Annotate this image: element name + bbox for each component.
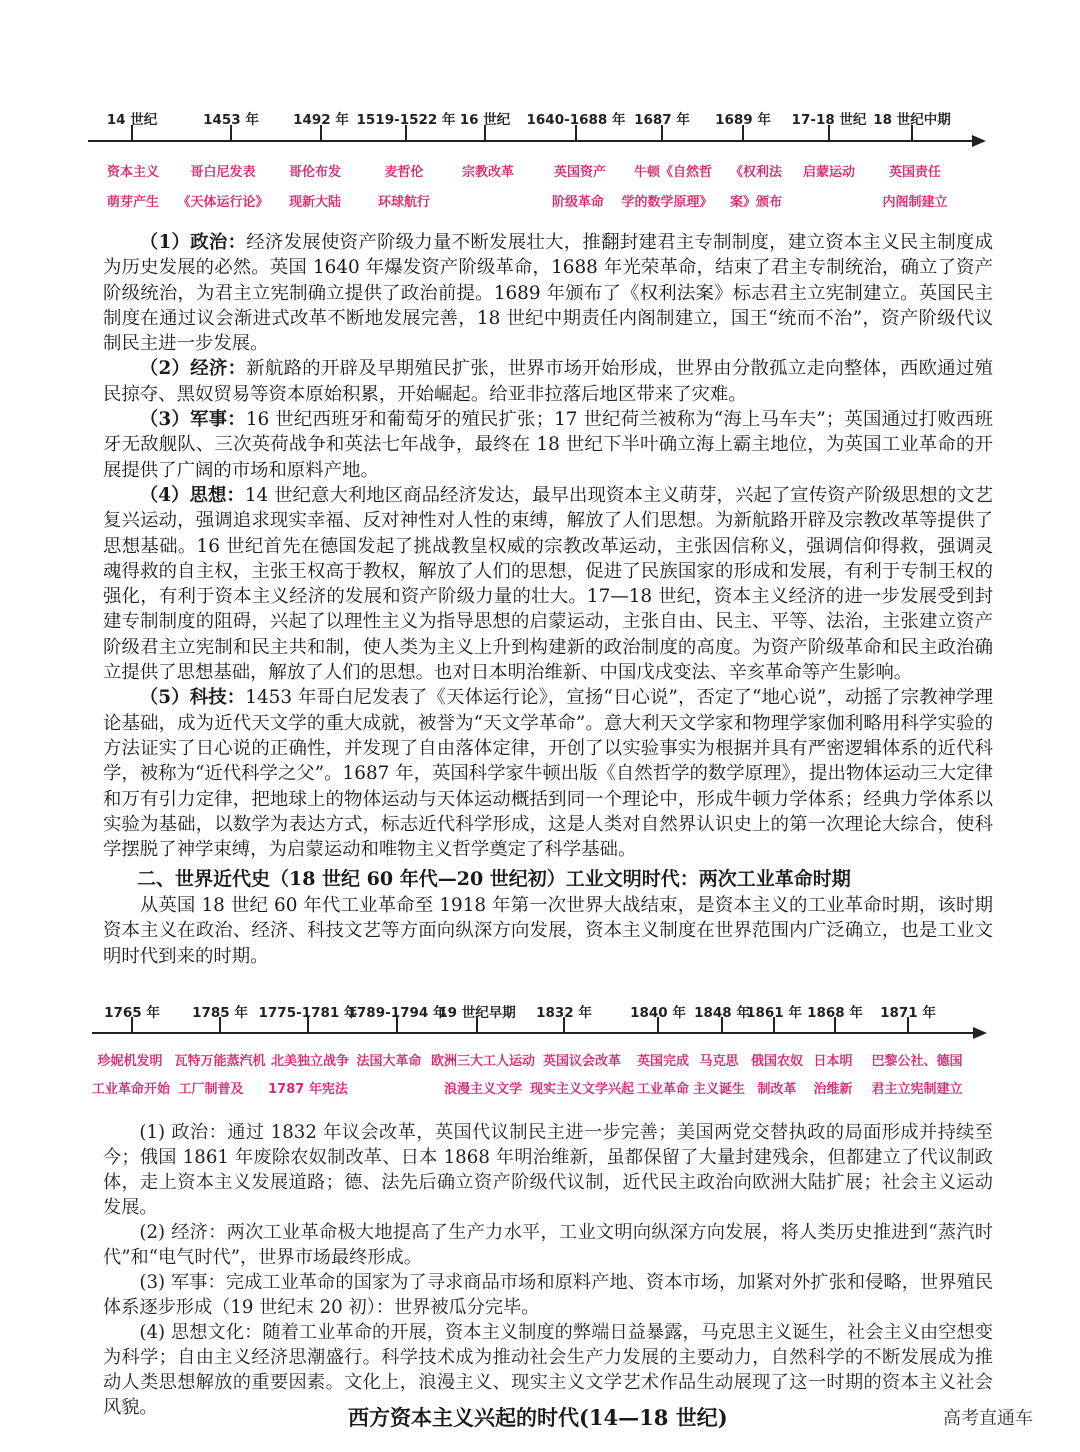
section2-paragraph: (2) 经济：两次工业革命极大地提高了生产力水平，工业文明向纵深方向发展，将人类历史推进到“蒸汽时代”和“电气时代”，世界市场最终形成。: [103, 1222, 993, 1268]
timeline-date: 1765 年: [104, 1005, 160, 1021]
paragraph-label: （3）军事：: [139, 409, 246, 431]
timeline-event: 哥白尼发表: [190, 165, 256, 180]
timeline-event: 马克思: [699, 1054, 739, 1069]
timeline-event: 牛顿《自然哲: [633, 165, 713, 180]
timeline-event: 《权利法: [729, 165, 783, 180]
timeline-date: 17-18 世纪: [791, 112, 867, 128]
timeline-event: 案》颁布: [729, 195, 783, 210]
timeline-date: 1453 年: [203, 112, 259, 128]
timeline-date: 1689 年: [715, 112, 771, 128]
timeline-event: 现新大陆: [288, 195, 342, 210]
timeline-date: 1848 年: [694, 1005, 750, 1021]
timeline-date: 1687 年: [634, 112, 690, 128]
paragraph-text: 1453 年哥白尼发表了《天体运行论》，宣扬“日心说”，否定了“地心说”，动摇了宗教神学理论基础，成为近代天文学的重大成就，被誉为“天文学革命”。意大利天文学家和物理学家伽利略用科学实验的方法证实了日心说的正确性，并发现了自由落体定律，开创了以实验事实为根据并具有严密逻辑体系的近代科学，被称为“近代科学之父”。1687 年，英国科学家牛顿出版《自然哲学的数学原理》，提出物体运动三大定律和万有引力定律，把地球上的物体运动与天体运动概括到同一个理论中，形成牛顿力学体系；经典力学体系以实验为基础，以数学为表达方式，标志近代科学形成，这是人类对自然界认识史上的第一次理论大综合，使科学摆脱了神学束缚，为启蒙运动和唯物主义哲学奠定了科学基础。: [103, 687, 994, 861]
timeline-date: 1640-1688 年: [526, 112, 626, 128]
paragraph-label: （4）思想：: [139, 484, 245, 506]
timeline-event: 珍妮机发明: [97, 1054, 163, 1069]
timeline-event: 制改革: [757, 1082, 797, 1097]
timeline-event: 学的数学原理》: [621, 195, 713, 210]
section2-paragraph: (4) 思想文化：随着工业革命的开展，资本主义制度的弊端日益暴露，马克思主义诞生，社会主义由空想变为科学；自由主义经济思潮盛行。科学技术成为推动社会生产力发展的主要动力，自然科学的不断发展成为推动人类思想解放的重要因素。文化上，浪漫主义、现实主义文学艺术作品生动展现了这一时期的资本主义社会风貌。: [103, 1322, 993, 1418]
timeline-event: 北美独立战争: [270, 1054, 350, 1069]
timeline-date: 14 世纪: [106, 112, 158, 128]
timeline-date: 19 世纪早期: [438, 1005, 516, 1021]
timeline-event: 工厂制普及: [178, 1082, 244, 1097]
timeline-event: 工业革命: [636, 1082, 690, 1097]
timeline-event: 启蒙运动: [802, 165, 856, 180]
timeline-event: 日本明: [813, 1054, 853, 1069]
timeline-event: 治维新: [813, 1082, 853, 1097]
timeline-event: 哥伦布发: [288, 165, 342, 180]
timeline-date: 16 世纪: [459, 112, 511, 128]
timeline-event: 麦哲伦: [384, 165, 424, 180]
arrow-right-icon: [973, 1027, 987, 1039]
timeline-event: 瓦特万能蒸汽机: [174, 1054, 266, 1069]
timeline-date: 1832 年: [536, 1005, 592, 1021]
timeline-event: 英国责任: [888, 165, 942, 180]
timeline-event: 法国大革命: [356, 1054, 422, 1069]
timeline-event: 萌芽产生: [106, 195, 160, 210]
timeline-date: 1519-1522 年: [356, 112, 456, 128]
timeline-event: 俄国农奴: [750, 1054, 804, 1069]
paragraph-text: 新航路的开辟及早期殖民扩张，世界市场开始形成，世界由分散孤立走向整体，西欧通过殖民掠夺、黑奴贸易等资本原始积累，开始崛起。给亚非拉落后地区带来了灾难。: [103, 358, 993, 405]
timeline-event: 工业革命开始: [91, 1082, 171, 1097]
section2-paragraph: (1) 政治：通过 1832 年议会改革，英国代议制民主进一步完善；美国两党交替执政的局面形成并持续至今；俄国 1861 年废除农奴制改革、日本 1868 年明治维新，虽都保留了大量封建残余，但都建立了代议制政体，走上资本主义发展道路；德、法先后确立资产阶级代议制，近代民主政治向欧洲大陆扩展；社会主义运动发展。: [103, 1122, 993, 1218]
timeline-event: 浪漫主义文学: [443, 1082, 523, 1097]
paragraph-text: 14 世纪意大利地区商品经济发达，最早出现资本主义萌芽，兴起了宣传资产阶级思想的文艺复兴运动，强调追求现实幸福、反对神性对人性的束缚，解放了人们思想。为新航路开辟及宗教改革等提供了思想基础。16 世纪首先在德国发起了挑战教皇权威的宗教改革运动，主张因信称义，强调信仰得救，强调灵魂得救的自主权，主张王权高于教权，解放了人们的思想，促进了民族国家的形成和发展，有利于专制王权的强化，有利于资本主义经济的发展和资产阶级力量的壮大。17—18 世纪，资本主义经济的进一步发展受到封建专制制度的阻碍，兴起了以理性主义为指导思想的启蒙运动，主张自由、民主、平等、法治，主张建立资产阶级君主立宪制和民主共和制，使人类为主义上升到构建新的政治制度的高度。为资产阶级革命和民主政治确立提供了思想基础，解放了人们的思想。也对日本明治维新、中国戊戌变法、辛亥革命等产生影响。: [103, 484, 994, 684]
timeline-event: 环球航行: [377, 195, 431, 210]
timeline-date: 18 世纪中期: [873, 112, 951, 128]
timeline-event: 英国完成: [636, 1054, 690, 1069]
timeline-event: 英国资产: [553, 165, 607, 180]
timeline-date: 1785 年: [192, 1005, 248, 1021]
timeline-event: 宗教改革: [461, 165, 515, 180]
timeline-event: 欧洲三大工人运动: [430, 1054, 536, 1069]
section2-text: [103, 1120, 993, 1420]
intro-paragraph: 从英国 18 世纪 60 年代工业革命至 1918 年第一次世界大战结束，是资本主义的工业革命时期，该时期资本主义在政治、经济、科技文艺等方面向纵深方向发展，资本主义制度在世界范围内广泛确立，也是工业文明时代到来的时期。: [103, 895, 993, 967]
timeline-event: 现实主义文学兴起: [529, 1082, 635, 1097]
watermark: 高考直通车: [943, 1408, 1033, 1429]
timeline-date: 1775-1781 年: [258, 1005, 358, 1021]
timeline-date: 1868 年: [807, 1005, 863, 1021]
timeline-event: 君主立宪制建立: [871, 1082, 963, 1097]
paragraph-text: 16 世纪西班牙和葡萄牙的殖民扩张；17 世纪荷兰被称为“海上马车夫”；英国通过打败西班牙无敌舰队、三次英荷战争和英法七年战争，最终在 18 世纪下半叶确立海上霸主地位，为英国工业革命的开展提供了广阔的市场和原料产地。: [103, 409, 994, 481]
timeline-date: 1492 年: [293, 112, 349, 128]
paragraph-label: （2）经济：: [139, 358, 247, 380]
timeline-axis: [92, 1032, 975, 1034]
timeline-event: 内阁制建立: [882, 195, 948, 210]
footer-title: 西方资本主义兴起的时代(14—18 世纪): [348, 1405, 728, 1430]
paragraph-text: 经济发展使资产阶级力量不断发展壮大，推翻封建君主专制制度，建立资本主义民主制度成为历史发展的必然。英国 1640 年爆发资产阶级革命，1688 年光荣革命，结束了君主专制统治，确立了资产阶级统治，为君主立宪制确立提供了政治前提。1689 年颁布了《权利法案》标志君主立宪制建立。英国民主制度在通过议会渐进式改革不断地发展完善，18 世纪中期责任内阁制建立，国王“统而不治”，资产阶级代议制民主进一步发展。: [103, 232, 993, 355]
timeline-date: 1871 年: [880, 1005, 936, 1021]
timeline-event: 主义诞生: [692, 1082, 746, 1097]
timeline-event: 《天体运行论》: [177, 195, 269, 210]
timeline-event: 阶级革命: [551, 195, 605, 210]
section2-paragraph: (3) 军事：完成工业革命的国家为了寻求商品市场和原料产地、资本市场，加紧对外扩张和侵略，世界殖民体系逐步形成（19 世纪末 20 初）：世界被瓜分完毕。: [103, 1272, 993, 1318]
timeline-date: 1861 年: [746, 1005, 802, 1021]
timeline-event: 1787 年宪法: [268, 1082, 348, 1097]
paragraph-label: （1）政治：: [139, 232, 247, 253]
section2-heading: 二、世界近代史（18 世纪 60 年代—20 世纪初）工业文明时代：两次工业革命时期: [137, 868, 851, 890]
timeline-event: 英国议会改革: [542, 1054, 622, 1069]
timeline-event: 巴黎公社、德国: [871, 1054, 963, 1069]
paragraph-label: （5）科技：: [139, 687, 246, 709]
timeline-date: 1840 年: [630, 1005, 686, 1021]
timeline-date: 1789-1794 年: [347, 1005, 447, 1021]
timeline-event: 资本主义: [106, 165, 160, 180]
